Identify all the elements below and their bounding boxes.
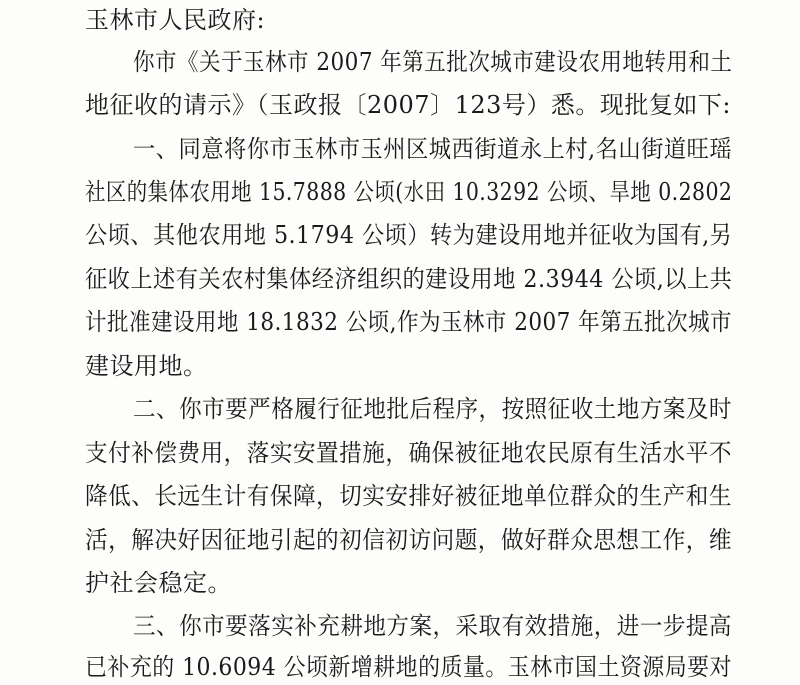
- paragraph-3-line-2: 已补充的 10.6094 公顷新增耕地的质量。玉林市国土资源局要对: [85, 653, 732, 681]
- paragraph-1-line-6: 建设用地。: [85, 352, 208, 380]
- paragraph-1-line-1: 一、同意将你市玉林市玉州区城西街道永上村,名山街道旺瑶: [133, 135, 733, 163]
- paragraph-2-line-3: 降低、长远生计有保障，切实安排好被征地单位群众的生产和生: [85, 482, 732, 510]
- paragraph-intro-line-1: 你市《关于玉林市 2007 年第五批次城市建设农用地转用和土: [133, 48, 733, 76]
- paragraph-1-line-2: 社区的集体农用地 15.7888 公顷(水田 10.3292 公顷、旱地 0.2802: [85, 178, 733, 206]
- paragraph-1-line-4: 征收上述有关农村集体经济组织的建设用地 2.3944 公顷,以上共: [85, 265, 733, 293]
- addressee: 玉林市人民政府:: [85, 6, 266, 34]
- paragraph-2-line-4: 活，解决好因征地引起的初信初访问题，做好群众思想工作，维: [85, 526, 732, 554]
- paragraph-3-line-1: 三、你市要落实补充耕地方案，采取有效措施，进一步提高: [133, 612, 732, 640]
- paragraph-intro-line-2: 地征收的请示》（玉政报〔2007〕123号）悉。现批复如下:: [85, 91, 731, 119]
- paragraph-2-line-5: 护社会稳定。: [85, 569, 232, 597]
- paragraph-1-line-5: 计批准建设用地 18.1832 公顷,作为玉林市 2007 年第五批次城市: [85, 308, 732, 336]
- paragraph-2-line-1: 二、你市要严格履行征地批后程序，按照征收土地方案及时: [133, 395, 732, 423]
- paragraph-2-line-2: 支付补偿费用，落实安置措施，确保被征地农民原有生活水平不: [85, 439, 732, 467]
- paragraph-1-line-3: 公顷、其他农用地 5.1794 公顷）转为建设用地并征收为国有,另: [85, 221, 733, 249]
